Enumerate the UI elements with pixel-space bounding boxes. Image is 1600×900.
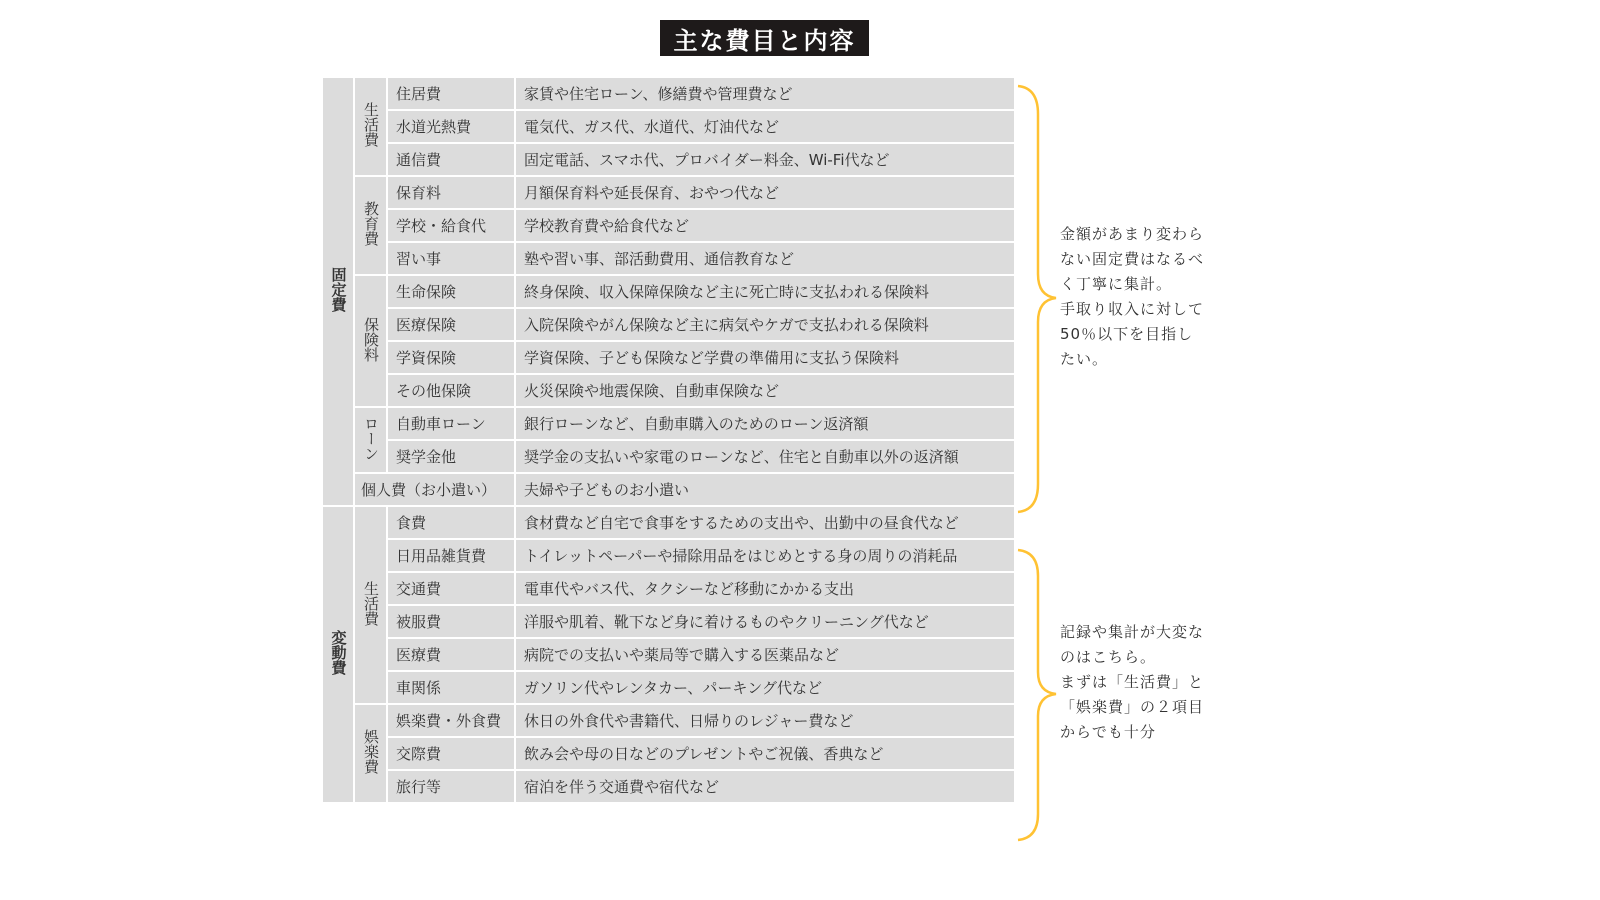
item-name: 水道光熱費: [388, 111, 514, 142]
table-row: [323, 738, 1014, 769]
item-name: 交際費: [388, 738, 514, 769]
item-desc: 学資保険、子ども保険など学費の準備用に支払う保険料: [516, 342, 1014, 373]
item-desc: 銀行ローンなど、自動車購入のためのローン返済額: [516, 408, 1014, 439]
item-desc: 月額保育料や延長保育、おやつ代など: [516, 177, 1014, 208]
item-name: 通信費: [388, 144, 514, 175]
group-label: 保険料: [355, 276, 386, 406]
item-name: 食費: [388, 507, 514, 538]
item-name: 学資保険: [388, 342, 514, 373]
expense-table: [321, 76, 1016, 804]
item-name: 習い事: [388, 243, 514, 274]
item-desc: 電気代、ガス代、水道代、灯油代など: [516, 111, 1014, 142]
item-name: 日用品雑貨費: [388, 540, 514, 571]
item-desc: 塾や習い事、部活動費用、通信教育など: [516, 243, 1014, 274]
item-desc: 食材費など自宅で食事をするための支出や、出勤中の昼食代など: [516, 507, 1014, 538]
group-label: 生活費: [355, 507, 386, 703]
brace-variable-icon: [1016, 548, 1060, 842]
item-desc: 病院での支払いや薬局等で購入する医薬品など: [516, 639, 1014, 670]
item-name: 車関係: [388, 672, 514, 703]
item-name: 自動車ローン: [388, 408, 514, 439]
item-name: 奨学金他: [388, 441, 514, 472]
table-row: [323, 573, 1014, 604]
table-row: [323, 441, 1014, 472]
note-variable: 記録や集計が大変な のはこちら。 まずは「生活費」と 「娯楽費」の２項目 からでも十分: [1060, 623, 1205, 741]
item-desc: ガソリン代やレンタカー、パーキング代など: [516, 672, 1014, 703]
item-desc: トイレットペーパーや掃除用品をはじめとする身の周りの消耗品: [516, 540, 1014, 571]
item-desc: 電車代やバス代、タクシーなど移動にかかる支出: [516, 573, 1014, 604]
table-row: [323, 540, 1014, 571]
group-label: 娯楽費: [355, 705, 386, 802]
item-desc: 終身保険、収入保障保険など主に死亡時に支払われる保険料: [516, 276, 1014, 307]
table-row: [323, 474, 1014, 505]
table-row: [323, 408, 1014, 439]
table-row: [323, 111, 1014, 142]
item-desc: 入院保険やがん保険など主に病気やケガで支払われる保険料: [516, 309, 1014, 340]
brace-fixed-icon: [1016, 84, 1060, 514]
table-row: [323, 177, 1014, 208]
item-desc: 休日の外食代や書籍代、日帰りのレジャー費など: [516, 705, 1014, 736]
table-row: [323, 639, 1014, 670]
table-row: [323, 771, 1014, 802]
table-row: [323, 144, 1014, 175]
group-label: 教育費: [355, 177, 386, 274]
table-row: [323, 375, 1014, 406]
item-name: 医療保険: [388, 309, 514, 340]
table-row: [323, 243, 1014, 274]
table-row: [323, 507, 1014, 538]
category-variable: 変動費: [323, 507, 353, 802]
item-name: 娯楽費・外食費: [388, 705, 514, 736]
item-desc: 学校教育費や給食代など: [516, 210, 1014, 241]
item-name: 学校・給食代: [388, 210, 514, 241]
table-row: [323, 342, 1014, 373]
page-title: 主な費目と内容: [660, 20, 869, 56]
table-row: [323, 78, 1014, 109]
item-name: 被服費: [388, 606, 514, 637]
item-name: 交通費: [388, 573, 514, 604]
item-name: 旅行等: [388, 771, 514, 802]
table-row: [323, 705, 1014, 736]
item-desc: 洋服や肌着、靴下など身に着けるものやクリーニング代など: [516, 606, 1014, 637]
category-fixed: 固定費: [323, 78, 353, 505]
item-name: 生命保険: [388, 276, 514, 307]
item-name: 医療費: [388, 639, 514, 670]
item-desc: 火災保険や地震保険、自動車保険など: [516, 375, 1014, 406]
item-desc: 家賃や住宅ローン、修繕費や管理費など: [516, 78, 1014, 109]
item-name: 保育料: [388, 177, 514, 208]
table-row: [323, 672, 1014, 703]
item-name: その他保険: [388, 375, 514, 406]
item-desc: 奨学金の支払いや家電のローンなど、住宅と自動車以外の返済額: [516, 441, 1014, 472]
item-desc: 飲み会や母の日などのプレゼントやご祝儀、香典など: [516, 738, 1014, 769]
item-desc: 固定電話、スマホ代、プロバイダー料金、Wi-Fi代など: [516, 144, 1014, 175]
item-name: 住居費: [388, 78, 514, 109]
item-desc: 夫婦や子どものお小遣い: [516, 474, 1014, 505]
table-row: [323, 210, 1014, 241]
table-row: [323, 309, 1014, 340]
table-row: [323, 276, 1014, 307]
table-row: [323, 606, 1014, 637]
item-name: 個人費（お小遣い）: [355, 474, 514, 505]
group-label: ローン: [355, 408, 386, 472]
item-desc: 宿泊を伴う交通費や宿代など: [516, 771, 1014, 802]
group-label: 生活費: [355, 78, 386, 175]
note-fixed: 金額があまり変わら ない固定費はなるべ く丁寧に集計。 手取り収入に対して 50％以下を目指し たい。: [1060, 225, 1205, 368]
